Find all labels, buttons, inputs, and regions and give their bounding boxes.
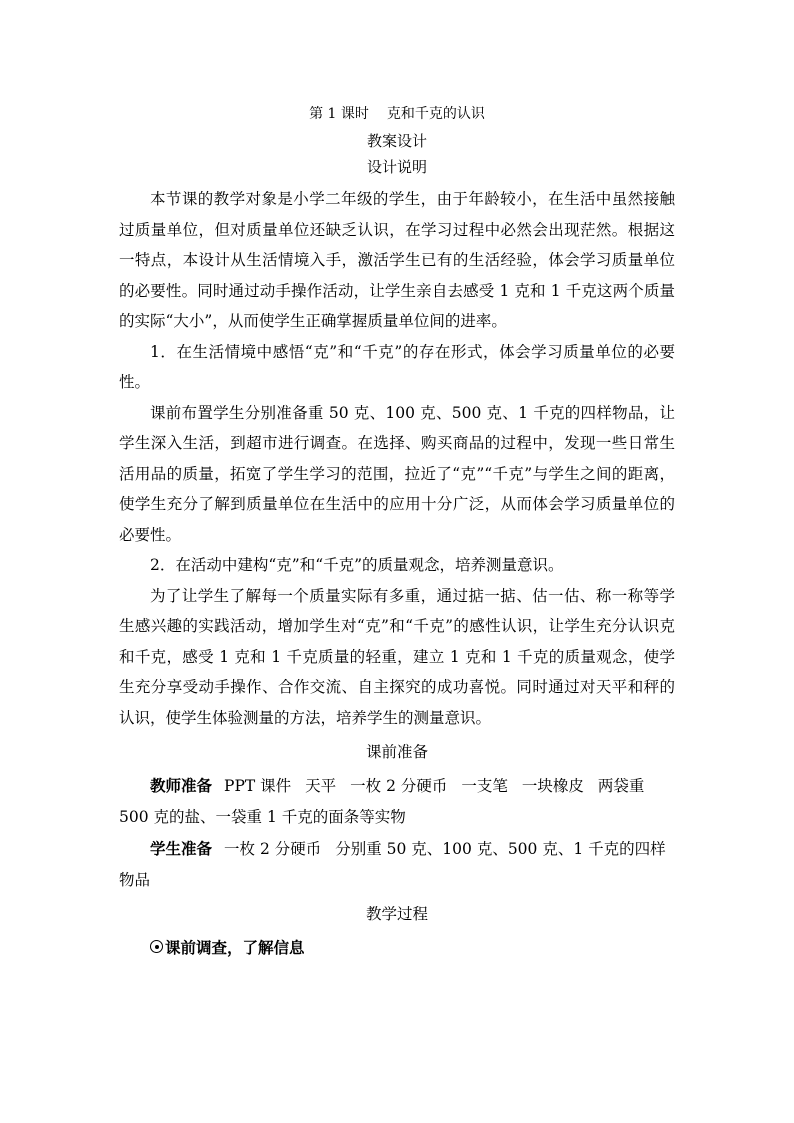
- student-preparation-label: 学生准备: [150, 839, 213, 858]
- design-point-1-title: 1．在生活情境中感悟“克”和“千克”的存在形式，体会学习质量单位的必要性。: [119, 342, 675, 391]
- student-preparation: [119, 834, 675, 895]
- circle-dot-icon: [150, 940, 163, 953]
- process-step-1-label: 课前调查，了解信息: [165, 938, 305, 957]
- teacher-item: 一块橡皮: [521, 777, 584, 795]
- lesson-title-line: [119, 100, 675, 128]
- design-intro: 本节课的教学对象是小学二年级的学生，由于年龄较小，在生活中虽然接触过质量单位，但对质量单位还缺乏认识，在学习过程中必然会出现茫然。根据这一特点，本设计从生活情境入手，激活学生已有的生活经验，体会学习质量单位的必要性。同时通过动手操作活动，让学生亲自去感受 1 克和 1 千克这两个质量的实际“大小”，从而使学生正确掌握质量单位间的进率。: [119, 190, 675, 330]
- student-item: 一枚 2 分硬币: [224, 840, 322, 858]
- lesson-number: 第 1 课时: [309, 106, 369, 122]
- teacher-item: 一枚 2 分硬币: [350, 777, 448, 795]
- process-heading: 教学过程: [365, 905, 428, 923]
- lesson-plan-page: [119, 100, 675, 964]
- teacher-preparation-label: 教师准备: [150, 776, 213, 795]
- teacher-item: 天平: [305, 777, 337, 795]
- teacher-item: 一支笔: [461, 777, 508, 795]
- teacher-preparation: [119, 771, 675, 832]
- design-heading: 设计说明: [366, 158, 427, 176]
- preparation-heading: 课前准备: [365, 743, 428, 761]
- design-point-2-title: 2．在活动中建构“克”和“千克”的质量观念，培养测量意识。: [150, 556, 564, 574]
- process-step-1: [119, 933, 675, 964]
- teacher-item: PPT 课件: [224, 777, 292, 795]
- design-point-2-body: 为了让学生了解每一个质量实际有多重，通过掂一掂、估一估、称一称等学生感兴趣的实践活动，增加学生对“克”和“千克”的感性认识，让学生充分认识克和千克，感受 1 克和 1 千克质量的轻重，建立 1 克和 1 千克的质量观念，使学生充分享受动手操作、合作交流、自主探究的成功喜悦。同时通过对天平和秤的认识，使学生体验测量的方法，培养学生的测量意识。: [119, 586, 675, 727]
- design-point-1-body: 课前布置学生分别准备重 50 克、100 克、500 克、1 千克的四样物品，让学生深入生活，到超市进行调查。在选择、购买商品的过程中，发现一些日常生活用品的质量，拓宽了学生学习的范围，拉近了“克”“千克”与学生之间的距离，使学生充分了解到质量单位在生活中的应用十分广泛，从而体会学习质量单位的必要性。: [119, 403, 675, 544]
- teacher-item: 两袋重 500 克的盐、一袋重 1 千克的面条等实物: [119, 777, 645, 826]
- plan-subtitle: 教案设计: [366, 132, 427, 150]
- lesson-title: 克和千克的认识: [386, 106, 485, 122]
- student-item: 分别重 50 克、100 克、500 克、1 千克的四样物品: [119, 840, 666, 889]
